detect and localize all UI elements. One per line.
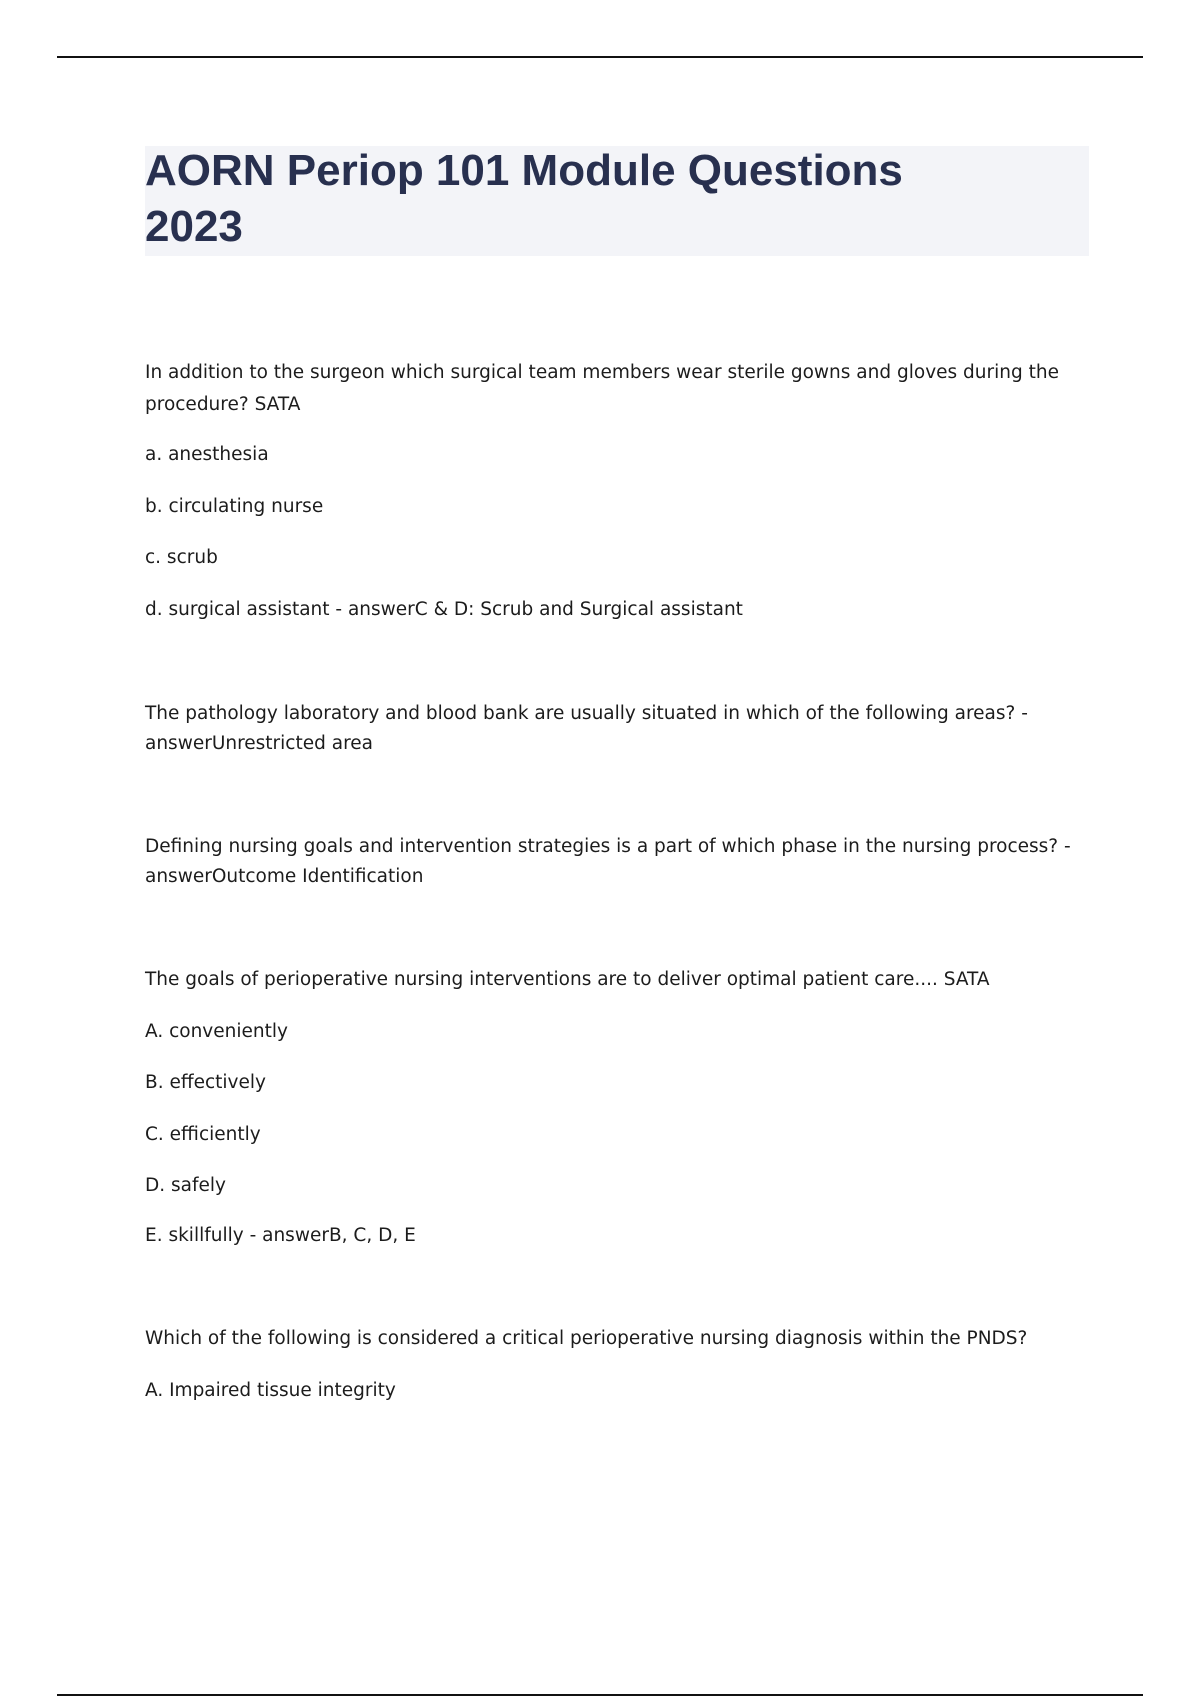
question-5-option-a: A. Impaired tissue integrity xyxy=(145,1380,396,1401)
question-2-answer-line: answerUnrestricted area xyxy=(145,733,373,754)
top-rule xyxy=(57,56,1143,58)
title-line-1: AORN Periop 101 Module Questions xyxy=(145,146,903,195)
document-title xyxy=(145,143,1045,255)
bottom-rule xyxy=(57,1694,1143,1696)
question-1-option-c: c. scrub xyxy=(145,547,218,568)
question-4-option-a: A. conveniently xyxy=(145,1021,288,1042)
title-line-2: 2023 xyxy=(145,202,243,251)
question-5-text: Which of the following is considered a critical perioperative nursing diagnosis within the PNDS? xyxy=(145,1328,1028,1349)
question-4-option-e-answer: E. skillfully - answerB, C, D, E xyxy=(145,1225,416,1246)
question-4-option-b: B. effectively xyxy=(145,1072,266,1093)
question-1-text-line-1: In addition to the surgeon which surgical team members wear sterile gowns and gloves during the xyxy=(145,362,1059,383)
question-2-text-line-1: The pathology laboratory and blood bank are usually situated in which of the following areas? - xyxy=(145,703,1028,724)
question-1-option-b: b. circulating nurse xyxy=(145,496,324,517)
question-1-option-d-answer: d. surgical assistant - answerC & D: Scrub and Surgical assistant xyxy=(145,599,743,620)
question-1-text-line-2: procedure? SATA xyxy=(145,394,301,415)
question-4-text: The goals of perioperative nursing interventions are to deliver optimal patient care.... SATA xyxy=(145,969,990,990)
question-3-answer-line: answerOutcome Identification xyxy=(145,866,424,887)
question-1-option-a: a. anesthesia xyxy=(145,444,269,465)
question-4-option-d: D. safely xyxy=(145,1175,226,1196)
question-3-text-line-1: Defining nursing goals and intervention strategies is a part of which phase in the nursing process? - xyxy=(145,836,1071,857)
question-4-option-c: C. efficiently xyxy=(145,1124,261,1145)
